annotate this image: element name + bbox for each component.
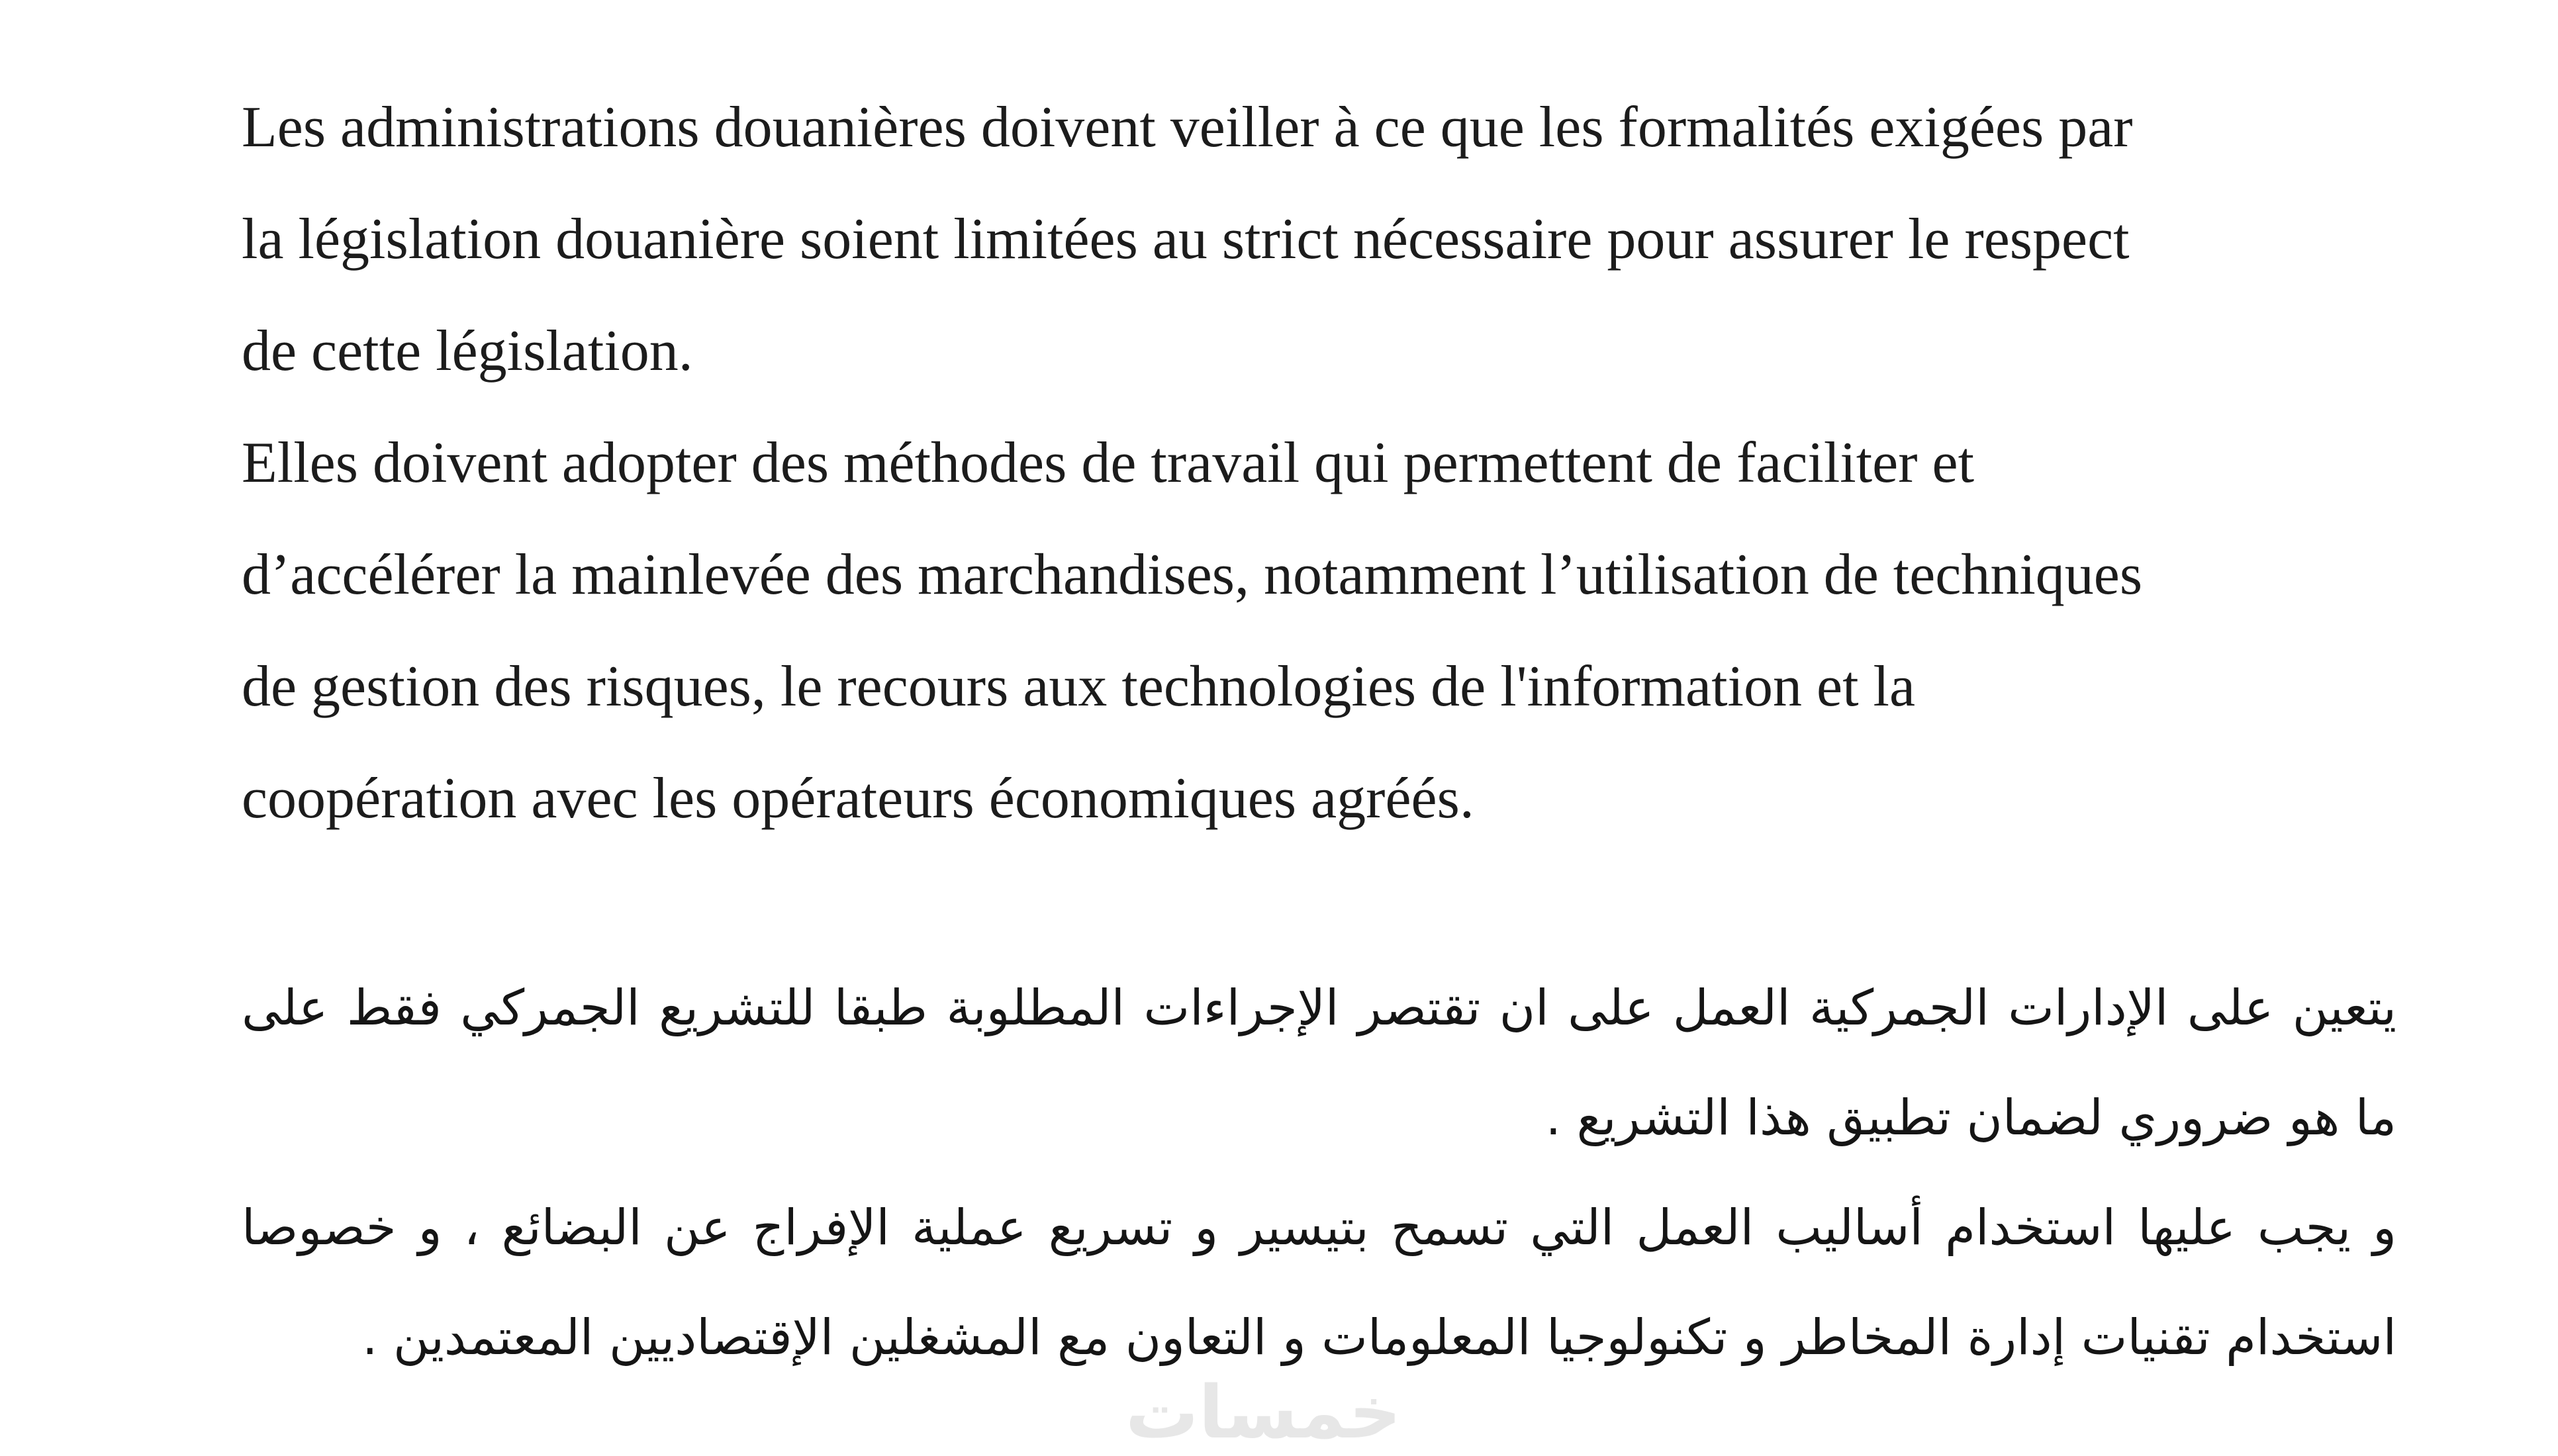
french-paragraph-1-line-2: la législation douanière soient limitées au strict nécessaire pour assurer le respect: [242, 207, 2130, 271]
french-text-block: [242, 71, 2426, 854]
french-paragraph-2-line-1: Elles doivent adopter des méthodes de travail qui permettent de faciliter et: [242, 431, 1975, 495]
french-paragraph-1-line-3: de cette législation.: [242, 319, 693, 383]
arabic-text-block: [242, 953, 2396, 1392]
french-paragraph-2-line-3: de gestion des risques, le recours aux technologies de l'information et la: [242, 655, 1916, 719]
arabic-paragraph-2-line-2: استخدام تقنيات إدارة المخاطر و تكنولوجيا المعلومات و التعاون مع المشغلين الإقتصاديين المعتمدين .: [361, 1309, 2396, 1366]
arabic-paragraph-1-line-1: يتعين على الإدارات الجمركية العمل على ان تقتصر الإجراءات المطلوبة طبقا للتشريع الجمركي فقط على: [242, 979, 2396, 1036]
arabic-paragraph-2-line-1: و يجب عليها استخدام أساليب العمل التي تسمح بتيسير و تسريع عملية الإفراج عن البضائع ، و خصوصا: [242, 1199, 2396, 1256]
khamsat-watermark: خمسات: [1125, 1370, 1401, 1455]
arabic-paragraph-1-line-2: ما هو ضروري لضمان تطبيق هذا التشريع .: [1545, 1089, 2396, 1146]
french-paragraph-2-line-4: coopération avec les opérateurs économiques agréés.: [242, 766, 1474, 831]
french-paragraph-2-line-2: d’accélérer la mainlevée des marchandises, notamment l’utilisation de techniques: [242, 543, 2143, 607]
french-paragraph-1-line-1: Les administrations douanières doivent veiller à ce que les formalités exigées par: [242, 95, 2133, 159]
